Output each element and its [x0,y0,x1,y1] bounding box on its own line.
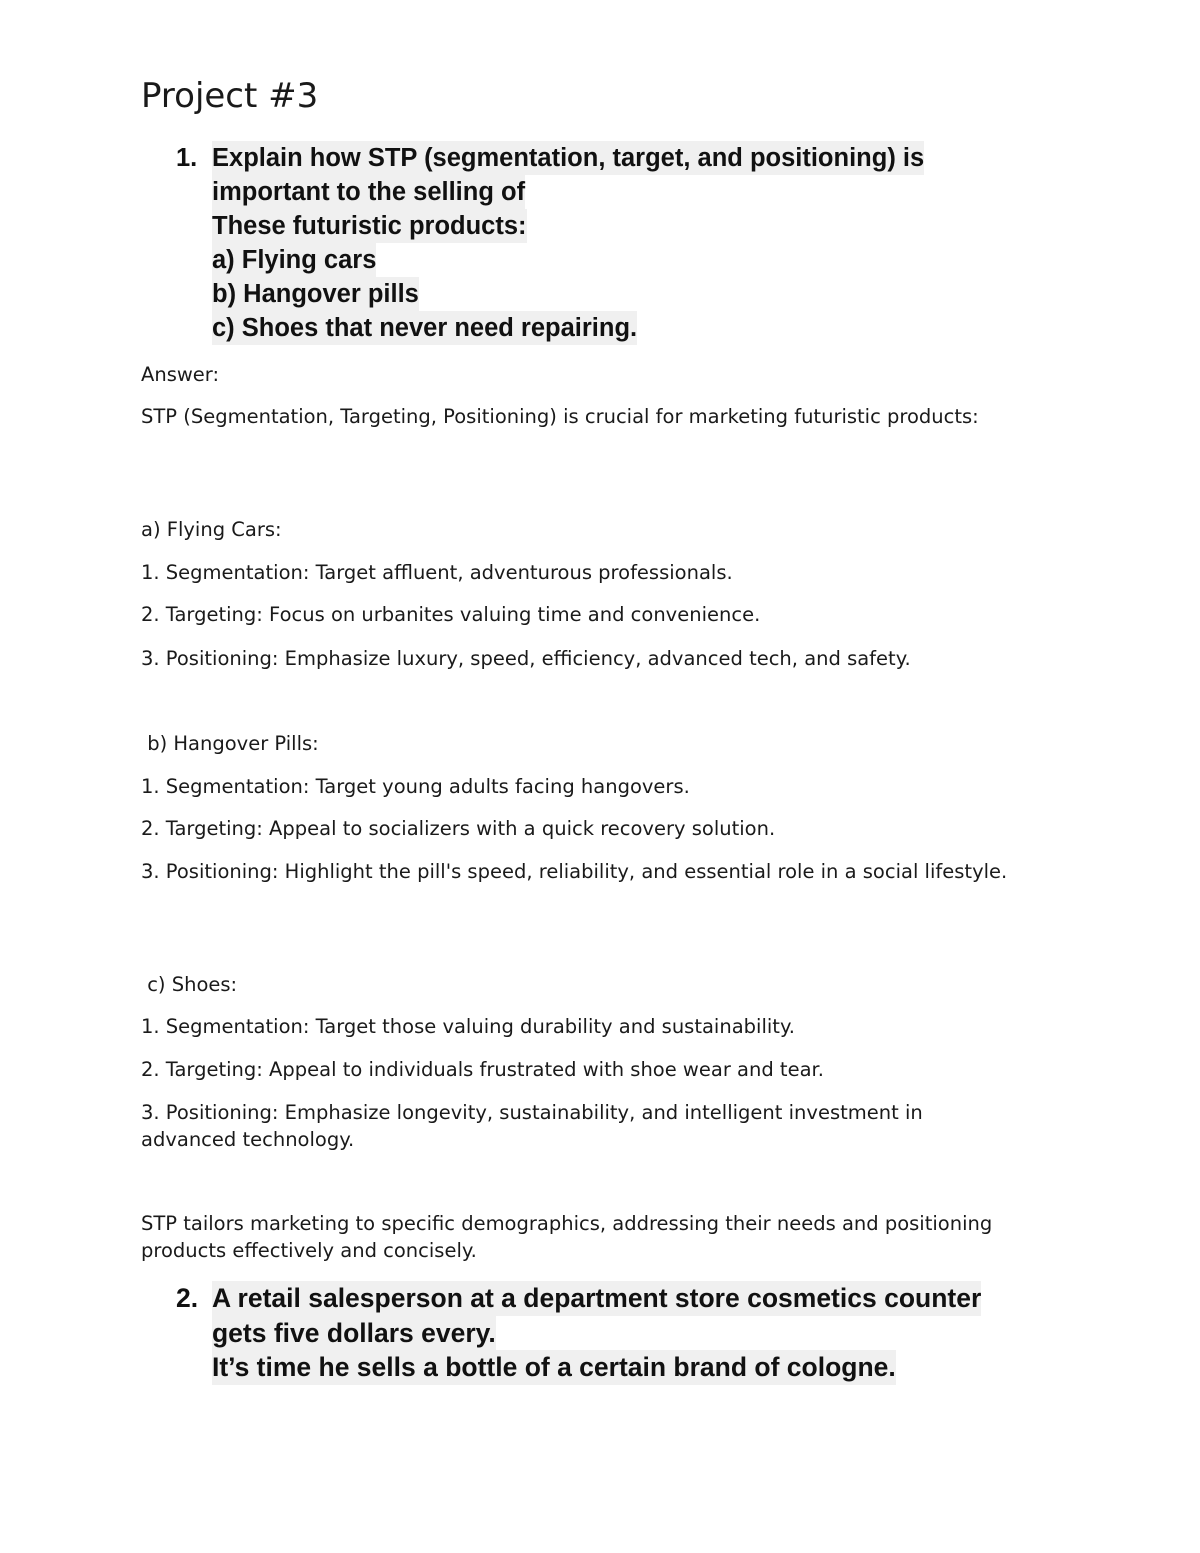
hangover-pills-point: 2. Targeting: Appeal to socializers with a quick recovery solution. [141,817,776,840]
shoes-point: 2. Targeting: Appeal to individuals frustrated with shoe wear and tear. [141,1058,824,1081]
flying-cars-heading: a) Flying Cars: [141,518,282,541]
question-2-number: 2. [176,1283,199,1313]
question-1-line: Explain how STP (segmentation, target, and positioning) is [212,141,924,175]
question-1-text [212,141,924,345]
shoes-point: 3. Positioning: Emphasize longevity, sustainability, and intelligent investment in advanced technology. [141,1101,923,1151]
flying-cars-point: 3. Positioning: Emphasize luxury, speed, efficiency, advanced tech, and safety. [141,647,911,670]
question-2-line: It’s time he sells a bottle of a certain brand of cologne. [212,1350,896,1385]
question-1-line: c) Shoes that never need repairing. [212,311,637,345]
hangover-pills-point: 3. Positioning: Highlight the pill's speed, reliability, and essential role in a social lifestyle. [141,860,1008,883]
question-2-line: A retail salesperson at a department store cosmetics counter [212,1281,981,1316]
question-1-number: 1. [176,144,198,172]
shoes-heading: c) Shoes: [141,973,238,996]
answer-label: Answer: [141,363,220,386]
answer-conclusion: STP tailors marketing to specific demographics, addressing their needs and positioning products effectively and concisely. [141,1212,993,1262]
hangover-pills-heading: b) Hangover Pills: [141,732,319,755]
answer-intro: STP (Segmentation, Targeting, Positioning) is crucial for marketing futuristic products: [141,405,979,428]
question-2-line: gets five dollars every. [212,1316,496,1351]
question-1-line: a) Flying cars [212,243,376,277]
flying-cars-point: 1. Segmentation: Target affluent, adventurous professionals. [141,561,733,584]
question-2-text [212,1281,981,1385]
question-1-line: These futuristic products: [212,209,527,243]
question-1-line: b) Hangover pills [212,277,419,311]
shoes-point: 1. Segmentation: Target those valuing durability and sustainability. [141,1015,795,1038]
hangover-pills-point: 1. Segmentation: Target young adults facing hangovers. [141,775,690,798]
flying-cars-point: 2. Targeting: Focus on urbanites valuing time and convenience. [141,603,761,626]
question-1-line: important to the selling of [212,175,525,209]
document-title: Project #3 [141,76,319,116]
